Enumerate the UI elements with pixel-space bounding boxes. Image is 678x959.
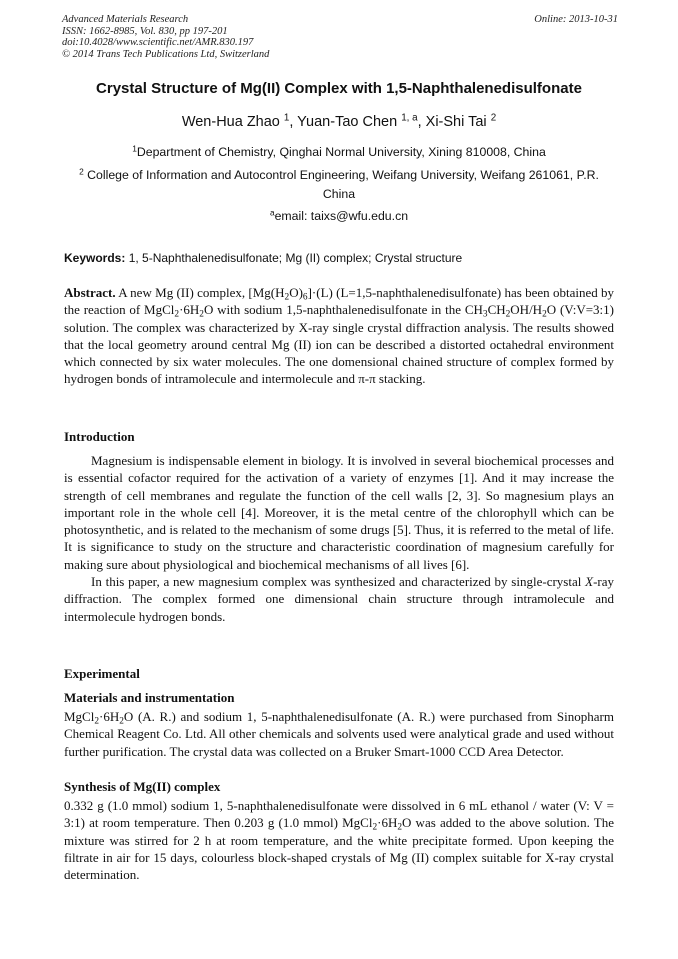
- keywords-label: Keywords:: [64, 251, 126, 265]
- intro-text: -ray diffraction. The complex formed one dimensional chain structure through intramolecule and intermolecule hydrogen bonds.: [64, 574, 614, 624]
- abstract-text: O (V:V=3:1) solution. The complex was characterized by X-ray single crystal diffraction analysis. The results showed that the local geometry around central Mg (II) ion can be described a distorted octahedral environment which connected by six water molecules. The one domensional chained structure of complex formed by hydrogen bonds of intramolecule and intermolecule and π-π stacking.: [64, 302, 614, 387]
- affiliation-1-text: Department of Chemistry, Qinghai Normal University, Xining 810008, China: [136, 145, 546, 159]
- author-2: , Yuan-Tao Chen: [289, 114, 402, 130]
- synthesis-text: O was added to the above solution. The mixture was stirred for 2 h at room temperature, and the white precipitate formed. Upon keeping the filtrate in air for 15 days, colourless block-shaped crystals of Mg (II) complex suitable for X-ray crystal determination.: [64, 815, 614, 883]
- subscript: 2: [94, 716, 100, 727]
- subscript: 2: [372, 822, 378, 833]
- email-mark: a: [269, 207, 275, 218]
- abstract-text: ·6H: [179, 302, 200, 318]
- abstract-text: ]·(L) (L=1,5-naphthalenedisulfonate) has been obtained by the reaction of MgCl: [64, 285, 615, 318]
- subscript: 2: [174, 309, 180, 320]
- synthesis-text: ·6H: [377, 815, 398, 831]
- affiliation-1: [66, 143, 612, 162]
- introduction-body: [64, 452, 614, 625]
- materials-text: ·6H: [99, 709, 120, 724]
- subscript: 2: [284, 292, 290, 303]
- journal-header: [62, 14, 618, 60]
- email-text[interactable]: email: taixs@wfu.edu.cn: [274, 209, 409, 223]
- paper-title: Crystal Structure of Mg(II) Complex with 1,5-Naphthalenedisulfonate: [96, 80, 582, 97]
- intro-text: In this paper, a new magnesium complex was synthesized and characterized by single-crystal: [91, 574, 586, 590]
- synthesis-body: [64, 797, 614, 883]
- author-3-affil-mark: 2: [490, 112, 497, 124]
- issn-line: ISSN: 1662-8985, Vol. 830, pp 197-201: [62, 25, 228, 37]
- subscript: 6: [302, 292, 308, 303]
- author-2-affil-mark: 1, a: [401, 112, 418, 124]
- abstract-text: A new Mg (II) complex, [Mg(H: [115, 285, 285, 300]
- author-1: Wen-Hua Zhao: [181, 114, 284, 130]
- materials-text: MgCl: [64, 709, 95, 724]
- keywords: [64, 251, 614, 265]
- author-3: , Xi-Shi Tai: [417, 114, 491, 130]
- author-list: [40, 114, 638, 130]
- affiliation-2-mark: 2: [79, 166, 84, 177]
- subscript: 2: [119, 716, 124, 727]
- materials-text: O (A. R.) and sodium 1, 5-naphthalenedisulfonate (A. R.) were purchased from Sinopharm Chemical Reagent Co. Ltd. All other chemicals and solvents used were analytical grade and used without further purification. The crystal data was collected on a Bruker Smart-1000 CCD Area Detector.: [64, 709, 614, 759]
- abstract-label: Abstract.: [64, 285, 116, 300]
- online-date: Online: 2013-10-31: [534, 14, 618, 25]
- synthesis-text: 0.332 g (1.0 mmol) sodium 1, 5-naphthalenedisulfonate were dissolved in 6 mL ethanol / water (V: V = 3:1) at room temperature. Then 0.203 g (1.0 mmol) MgCl: [64, 798, 614, 831]
- subscript: 2: [199, 309, 204, 320]
- intro-paragraph-1: Magnesium is indispensable element in biology. It is involved in several biochemical processes and is essential cofactor required for the activation of a variety of enzymes [1]. And it may increase the strength of cell membranes and regulate the function of the cell walls [2, 3]. So magnesium plays an important role in the whole cell [4]. Moreover, it is the metal centre of the chlorophyll which can be photosynthetic, and is related to the mechanism of some drugs [5]. Thus, it is referred to the metal of life. It is significance to study on the structure and characteristic coordination of magnesium carefully for making sure about physiological and biochemical mechanisms of all lives [6].: [64, 453, 614, 572]
- abstract-text: CH: [487, 302, 506, 318]
- experimental-heading: Experimental: [64, 666, 140, 681]
- email-line: [66, 207, 612, 226]
- subscript: 2: [397, 822, 402, 833]
- subscript: 3: [482, 309, 488, 320]
- abstract-text: O): [289, 285, 303, 300]
- synthesis-subheading: Synthesis of Mg(II) complex: [64, 779, 221, 794]
- materials-subheading: Materials and instrumentation: [64, 690, 235, 705]
- doi-line: doi:10.4028/www.scientific.net/AMR.830.197: [62, 37, 254, 48]
- keywords-text: 1, 5-Naphthalenedisulfonate; Mg (II) complex; Crystal structure: [125, 251, 463, 265]
- abstract-text: OH/H: [510, 302, 543, 318]
- copyright-line: © 2014 Trans Tech Publications Ltd, Switzerland: [62, 48, 270, 60]
- author-1-affil-mark: 1: [283, 112, 290, 124]
- affiliation-2: [66, 166, 612, 204]
- abstract-text: O with sodium 1,5-naphthalenedisulfonate in the CH: [203, 302, 483, 318]
- introduction-heading: Introduction: [64, 429, 135, 444]
- affiliation-2-text: College of Information and Autocontrol Engineering, Weifang University, Weifang 261061, P.R. China: [83, 168, 599, 201]
- affiliation-1-mark: 1: [132, 143, 137, 154]
- journal-name: Advanced Materials Research: [62, 14, 189, 25]
- intro-paragraph-2: [64, 573, 614, 625]
- materials-body: [64, 708, 614, 760]
- subscript: 2: [542, 309, 547, 320]
- abstract: [64, 284, 614, 388]
- intro-italic-x: X: [585, 574, 594, 590]
- subscript: 2: [505, 309, 511, 320]
